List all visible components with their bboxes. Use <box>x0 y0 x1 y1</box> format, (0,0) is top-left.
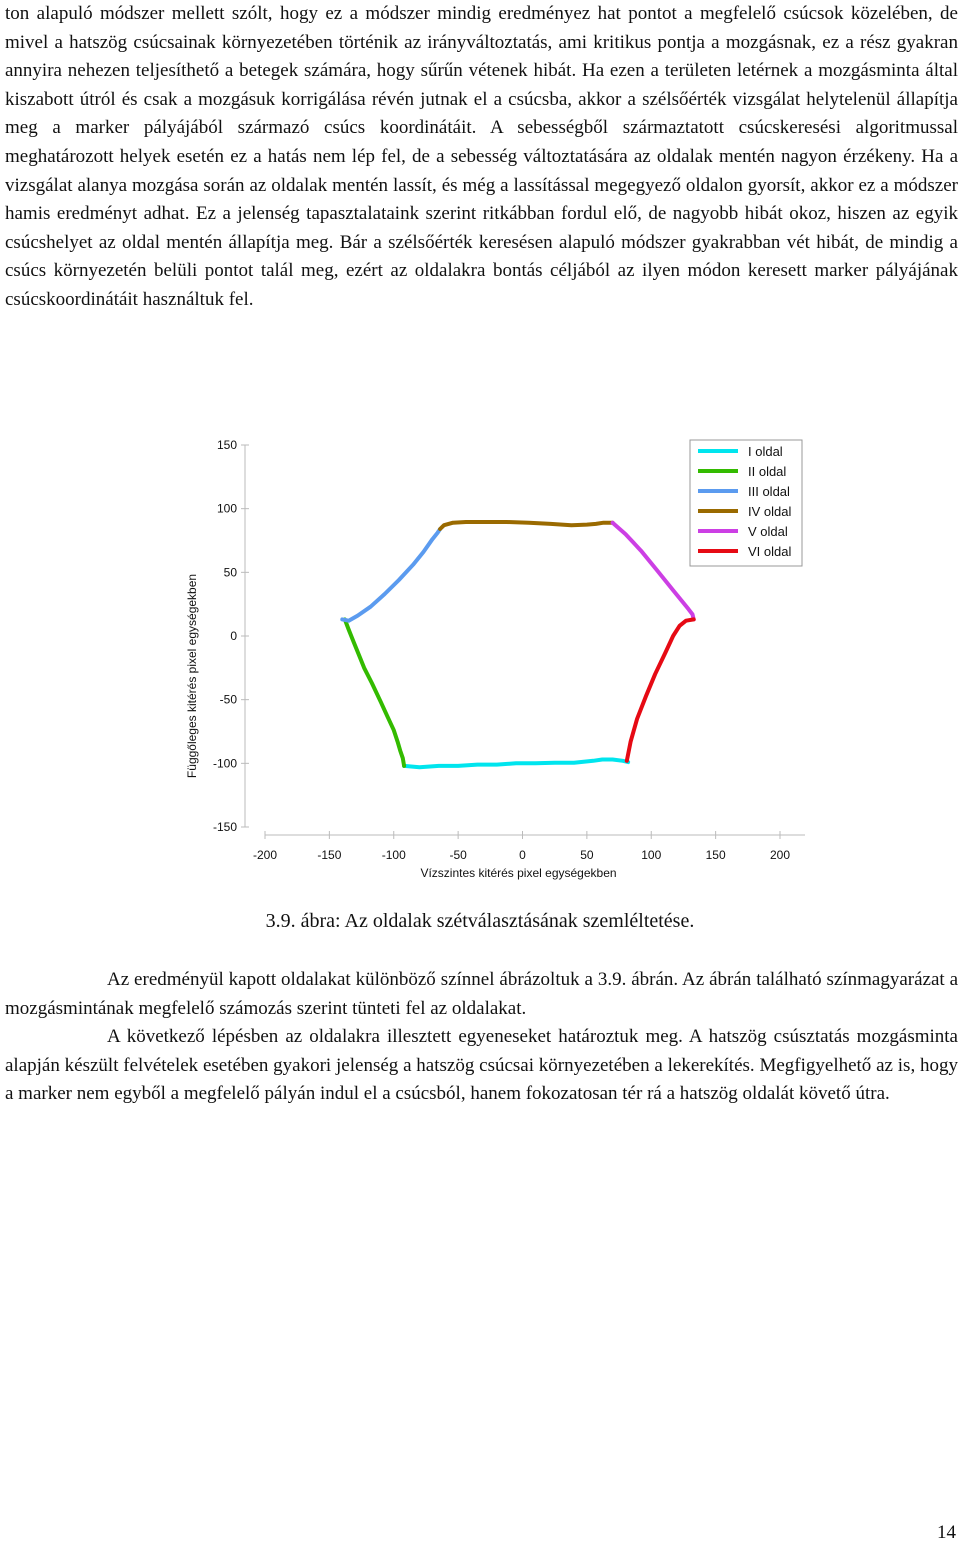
legend-label: IV oldal <box>748 504 792 519</box>
hexagon-sides-chart <box>0 425 960 885</box>
legend-label: III oldal <box>748 484 790 499</box>
body-paragraph-3: A következő lépésben az oldalakra illesztett egyeneseket határoztuk meg. A hatszög csúsztatás mozgásminta alapján készült felvételek esetében gyakori jelenség a hatszög csúcsai környezetében a lekerekítés. Megfigyelhető az is, hogy a marker nem egyből a megfelelő pályán indul el a csúcsból, hanem fokozatosan tér rá a hatszög oldalát követő útra. <box>5 1026 958 1105</box>
y-axis-label: Függőleges kitérés pixel egységekben <box>185 573 199 779</box>
series-line-3 <box>342 529 440 621</box>
legend-label: II oldal <box>748 464 787 479</box>
x-tick-label: -50 <box>449 848 467 862</box>
body-paragraph-1: ton alapuló módszer mellett szólt, hogy ez a módszer mindig eredményez hat pontot a megfelelő csúcsok közelében, de mivel a hatszög csúcsainak környezetében történik az irányváltoztatás, ami kritikus pontja a mozgásnak, ez a rész gyakran annyira nehezen teljesíthető a betegek számára, hogy sűrűn vétenek hibát. Ha ezen a területen letérnek a mozgásminta által kiszabott útról és csak a mozgásuk korrigálása révén jutnak el a csúcsba, akkor a szélsőérték vizsgálat helytelenül állapítja meg a marker pályájából származó csúcs koordinátáit. A sebességből származtatott csúcskeresési algoritmussal meghatározott helyek esetén ez a hatás nem lép fel, de a sebesség változtatására az oldalak mentén nagyon érzékeny. Ha a vizsgálat alanya mozgása során az oldalak mentén lassít, és még a lassítással megegyező oldalon gyorsít, akkor ez a módszer hamis eredményt adhat. Ez a jelenség tapasztalataink szerint ritkábban fordul elő, de nagyobb hibát okoz, hiszen az egyik csúcshelyet az oldal mentén állapítja meg. Bár a szélsőérték keresésen alapuló módszer gyakrabban vét hibát, de mindig a csúcs környezetén belüli pontot talál meg, ezért az oldalakra bontás céljából az ilyen módon keresett marker pályájának csúcskoordinátáit használtuk fel. <box>5 3 958 310</box>
y-tick-label: 150 <box>216 438 237 452</box>
x-tick-label: -100 <box>381 848 406 862</box>
figure-caption: 3.9. ábra: Az oldalak szétválasztásának szemléltetése. <box>265 910 695 932</box>
legend-label: V oldal <box>748 524 788 539</box>
x-tick-label: 150 <box>705 848 726 862</box>
y-tick-label: -150 <box>212 820 237 834</box>
y-tick-label: 0 <box>230 629 237 643</box>
y-tick-label: 100 <box>216 501 237 516</box>
body-paragraph-2: Az eredményül kapott oldalakat különböző színnel ábrázoltuk a 3.9. ábrán. Az ábrán található színmagyarázat a mozgásmintának megfelelő számozás szerint tünteti fel az oldalakat. <box>5 969 958 1019</box>
series-line-5 <box>613 523 694 620</box>
series-line-2 <box>345 619 404 766</box>
x-tick-label: 0 <box>519 848 526 862</box>
x-tick-label: 100 <box>641 848 662 862</box>
y-tick-label: -50 <box>219 692 237 707</box>
series-line-1 <box>404 760 628 768</box>
y-tick-label: 50 <box>223 565 237 580</box>
legend-label: VI oldal <box>748 544 792 559</box>
x-tick-label: 50 <box>580 848 594 862</box>
series-line-4 <box>440 522 612 529</box>
page-number: 14 <box>937 1522 956 1543</box>
x-tick-label: -150 <box>317 848 342 862</box>
x-tick-label: -200 <box>252 848 278 862</box>
x-axis-label: Vízszintes kitérés pixel egységekben <box>420 866 617 880</box>
y-tick-label: -100 <box>212 756 237 771</box>
figure-3-9 <box>0 425 960 885</box>
x-tick-label: 200 <box>769 848 791 862</box>
legend-label: I oldal <box>748 444 783 459</box>
series-line-6 <box>627 619 694 760</box>
